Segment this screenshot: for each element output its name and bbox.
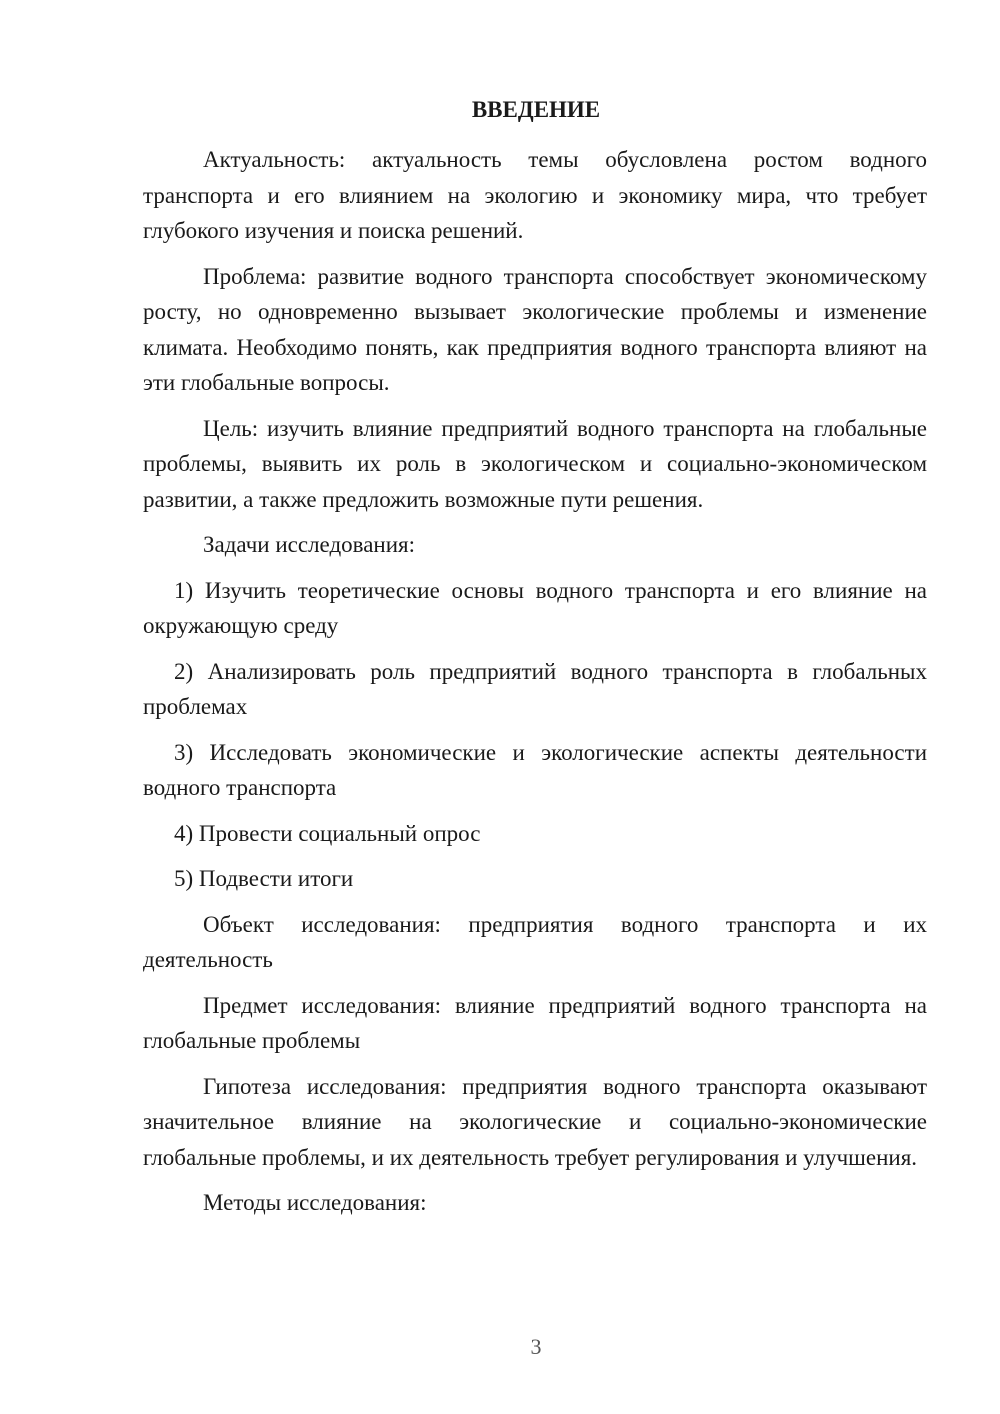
- paragraph-object: Объект исследования: предприятия водного транспорта и их деятельность: [143, 911, 927, 972]
- paragraph-problem: Проблема: развитие водного транспорта способствует экономическому росту, но одновременно вызывает экологические проблемы и изменение климата. Необходимо понять, как предприятия водного транспорта влияют на эти глобальные вопросы.: [143, 263, 927, 395]
- page-number: 3: [530, 1334, 542, 1359]
- body-text: [143, 142, 927, 1231]
- methods-heading: Методы исследования:: [203, 1190, 427, 1215]
- paragraph-goal: Цель: изучить влияние предприятий водного транспорта на глобальные проблемы, выявить их роль в экологическом и социально-экономическом развитии, а также предложить возможные пути решения.: [143, 415, 927, 512]
- task-item: 4) Провести социальный опрос: [174, 820, 481, 846]
- task-item: 3) Исследовать экономические и экологические аспекты деятельности водного транспорта: [143, 739, 927, 800]
- paragraph-relevance: Актуальность: актуальность темы обусловлена ростом водного транспорта и его влиянием на экологию и экономику мира, что требует глубокого изучения и поиска решений.: [143, 147, 927, 243]
- task-item: 1) Изучить теоретические основы водного транспорта и его влияние на окружающую среду: [143, 577, 927, 638]
- paragraph-hypothesis: Гипотеза исследования: предприятия водного транспорта оказывают значительное влияние на экологические и социально-экономические глобальные проблемы, и их деятельность требует регулирования и улучшения.: [143, 1073, 927, 1170]
- tasks-heading: Задачи исследования:: [203, 532, 416, 557]
- task-item: 5) Подвести итоги: [174, 866, 354, 891]
- task-item: 2) Анализировать роль предприятий водного транспорта в глобальных проблемах: [143, 658, 927, 719]
- paragraph-subject: Предмет исследования: влияние предприятий водного транспорта на глобальные проблемы: [143, 992, 927, 1053]
- page-title: ВВЕДЕНИЕ: [471, 97, 601, 122]
